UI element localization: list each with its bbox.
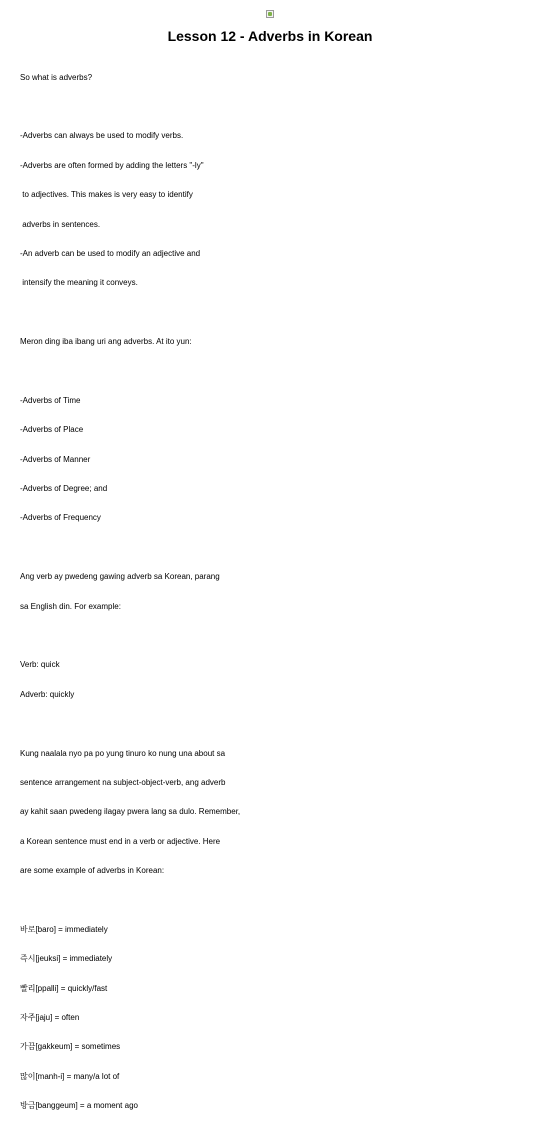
body-line: a Korean sentence must end in a verb or adjective. Here bbox=[20, 836, 221, 846]
body-line: ay kahit saan pwedeng ilagay pwera lang sa dulo. Remember, bbox=[20, 807, 241, 817]
body-line: -Adverbs of Manner bbox=[20, 454, 91, 464]
blank-line bbox=[20, 719, 530, 729]
body-line: sentence arrangement na subject-object-verb, ang adverb bbox=[20, 777, 226, 787]
vocab-line: 즉시[jeuksi] = immediately bbox=[20, 954, 113, 964]
broken-image-icon bbox=[266, 10, 274, 18]
blank-line bbox=[20, 543, 530, 553]
blank-line bbox=[20, 896, 530, 906]
lesson-body bbox=[20, 53, 530, 1121]
body-line: are some example of adverbs in Korean: bbox=[20, 866, 165, 876]
vocab-line: 가끔[gakkeum] = sometimes bbox=[20, 1042, 121, 1052]
body-line: Adverb: quickly bbox=[20, 689, 75, 699]
blank-line bbox=[20, 367, 530, 377]
body-line: Verb: quick bbox=[20, 660, 60, 670]
blank-line bbox=[20, 102, 530, 112]
blank-line bbox=[20, 631, 530, 641]
vocab-line: 빨리[ppalli] = quickly/fast bbox=[20, 983, 108, 993]
vocab-line: 자주[jaju] = often bbox=[20, 1013, 80, 1023]
body-line: to adjectives. This makes is very easy to identify bbox=[20, 190, 193, 200]
body-line: -An adverb can be used to modify an adjective and bbox=[20, 248, 201, 258]
body-line: So what is adverbs? bbox=[20, 72, 93, 82]
body-line: adverbs in sentences. bbox=[20, 219, 101, 229]
vocab-line: 바로[baro] = immediately bbox=[20, 924, 108, 934]
body-line: -Adverbs of Frequency bbox=[20, 513, 101, 523]
body-line: -Adverbs of Time bbox=[20, 395, 81, 405]
blank-line bbox=[20, 308, 530, 318]
body-line: -Adverbs of Place bbox=[20, 425, 84, 435]
body-line: -Adverbs of Degree; and bbox=[20, 484, 108, 494]
vocab-line: 많이[manh-i] = many/a lot of bbox=[20, 1071, 120, 1081]
body-line: -Adverbs are often formed by adding the letters "-ly" bbox=[20, 160, 204, 170]
body-line: Ang verb ay pwedeng gawing adverb sa Korean, parang bbox=[20, 572, 220, 582]
body-line: -Adverbs can always be used to modify verbs. bbox=[20, 131, 184, 141]
body-line: intensify the meaning it conveys. bbox=[20, 278, 138, 288]
body-line: Kung naalala nyo pa po yung tinuro ko nung una about sa bbox=[20, 748, 226, 758]
body-line: Meron ding iba ibang uri ang adverbs. At ito yun: bbox=[20, 337, 192, 347]
vocab-line: 방금[banggeum] = a moment ago bbox=[20, 1101, 138, 1111]
body-line: sa English din. For example: bbox=[20, 601, 121, 611]
page-title: Lesson 12 - Adverbs in Korean bbox=[167, 28, 373, 44]
